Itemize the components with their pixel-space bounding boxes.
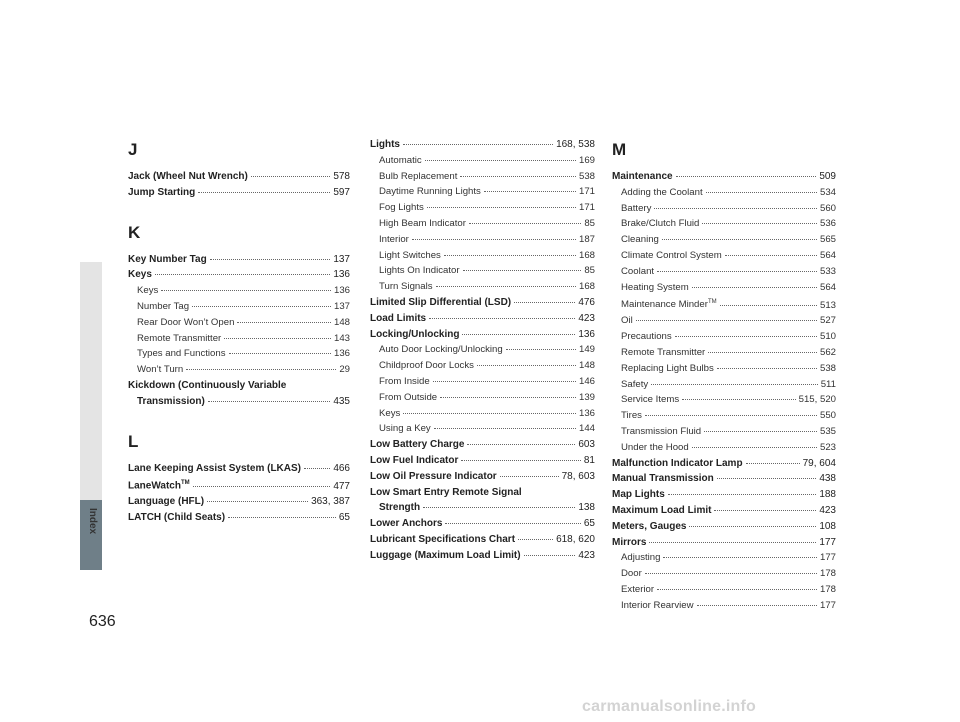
dot-leader xyxy=(463,270,582,271)
entry-term: Malfunction Indicator Lamp xyxy=(612,457,743,469)
entry-term: Rear Door Won’t Open xyxy=(137,316,235,328)
index-subentry[interactable] xyxy=(128,283,350,299)
dot-leader xyxy=(524,555,576,556)
dot-leader xyxy=(697,605,817,606)
entry-term: Interior Rearview xyxy=(621,599,694,611)
entry-term: Transmission) xyxy=(137,395,205,407)
entry-term: Types and Functions xyxy=(137,348,226,360)
entry-page: 527 xyxy=(819,315,836,327)
dot-leader xyxy=(445,523,580,524)
entry-term: Adjusting xyxy=(621,552,661,564)
entry-page: 168 xyxy=(578,249,595,261)
entry-term: Jump Starting xyxy=(128,186,196,198)
dot-leader xyxy=(186,369,336,370)
dot-leader xyxy=(645,415,817,416)
entry-term: Luggage (Maximum Load Limit) xyxy=(370,549,521,561)
entry-term: LATCH (Child Seats) xyxy=(128,512,226,524)
index-subentry[interactable] xyxy=(612,329,836,345)
index-entry[interactable] xyxy=(612,535,836,551)
dot-leader xyxy=(682,399,796,400)
index-subentry[interactable] xyxy=(370,358,595,374)
entry-term: Lights On Indicator xyxy=(379,265,460,277)
dot-leader xyxy=(663,557,817,558)
index-entry[interactable] xyxy=(612,503,836,519)
dot-leader xyxy=(676,176,817,177)
index-entry[interactable] xyxy=(612,487,836,503)
entry-page: 435 xyxy=(333,395,350,407)
entry-term: Maximum Load Limit xyxy=(612,504,712,516)
index-subentry[interactable] xyxy=(128,315,350,331)
entry-page: 136 xyxy=(333,285,350,297)
entry-page: 513 xyxy=(819,299,836,311)
entry-term: Interior xyxy=(379,233,409,245)
section-letter: K xyxy=(128,222,141,242)
entry-page: 560 xyxy=(819,202,836,214)
index-subentry[interactable] xyxy=(370,263,595,279)
entry-page: 535 xyxy=(819,425,836,437)
dot-leader xyxy=(706,192,817,193)
index-subentry[interactable] xyxy=(612,232,836,248)
entry-page: 533 xyxy=(819,265,836,277)
index-subentry[interactable] xyxy=(612,280,836,296)
entry-term: Daytime Running Lights xyxy=(379,186,481,198)
index-entry[interactable] xyxy=(370,532,595,548)
entry-term: Lights xyxy=(370,139,400,150)
entry-page: 169 xyxy=(578,154,595,166)
dot-leader xyxy=(423,507,575,508)
trademark-mark: TM xyxy=(707,299,717,306)
entry-page: 139 xyxy=(578,391,595,403)
index-subentry[interactable] xyxy=(612,550,836,566)
dot-leader xyxy=(429,318,575,319)
entry-term: Adding the Coolant xyxy=(621,186,703,198)
index-subentry[interactable] xyxy=(370,169,595,185)
index-subentry[interactable] xyxy=(612,201,836,217)
entry-term: Automatic xyxy=(379,154,422,166)
entry-term: Brake/Clutch Fluid xyxy=(621,218,700,230)
entry-term: Won’t Turn xyxy=(137,364,184,376)
entry-term: Lane Keeping Assist System (LKAS) xyxy=(128,462,302,474)
dot-leader xyxy=(514,302,575,303)
dot-leader xyxy=(477,365,576,366)
entry-term: From Outside xyxy=(379,391,438,403)
entry-page: 618, 620 xyxy=(556,533,595,545)
entry-term: Low Oil Pressure Indicator xyxy=(370,470,497,482)
index-subentry[interactable] xyxy=(612,392,836,408)
index-subentry[interactable] xyxy=(128,331,350,347)
dot-leader xyxy=(484,191,576,192)
dot-leader xyxy=(518,539,553,540)
entry-page: 509 xyxy=(819,171,836,182)
dot-leader xyxy=(412,239,576,240)
entry-page: 85 xyxy=(584,217,595,229)
index-subentry[interactable] xyxy=(128,346,350,362)
index-subentry[interactable] xyxy=(370,390,595,406)
entry-page: 466 xyxy=(333,462,350,474)
entry-page: 78, 603 xyxy=(561,470,595,482)
index-entry-heading: Kickdown (Continuously Variable xyxy=(128,379,287,391)
entry-page: 578 xyxy=(333,171,350,182)
entry-term: Under the Hood xyxy=(621,441,689,453)
entry-page: 136 xyxy=(578,407,595,419)
dot-leader xyxy=(714,510,816,511)
index-entry[interactable] xyxy=(370,516,595,532)
entry-page: 603 xyxy=(578,439,595,451)
entry-term: Service Items xyxy=(621,394,680,406)
index-entry[interactable] xyxy=(370,548,595,564)
entry-page: 534 xyxy=(819,186,836,198)
entry-term: Remote Transmitter xyxy=(137,332,222,344)
dot-leader xyxy=(708,352,817,353)
index-subentry[interactable] xyxy=(612,248,836,264)
entry-page: 423 xyxy=(819,504,836,516)
dot-leader xyxy=(469,223,581,224)
dot-leader xyxy=(436,286,576,287)
dot-leader xyxy=(192,306,331,307)
entry-term: Lower Anchors xyxy=(370,518,443,530)
dot-leader xyxy=(207,501,308,502)
entry-term: Coolant xyxy=(621,265,655,277)
entry-page: 423 xyxy=(578,549,595,561)
entry-term: Fog Lights xyxy=(379,202,424,214)
index-subentry[interactable] xyxy=(370,374,595,390)
dot-leader xyxy=(467,444,575,445)
entry-page: 177 xyxy=(819,599,836,611)
index-subentry[interactable] xyxy=(612,377,836,393)
entry-term: Mirrors xyxy=(612,536,647,548)
index-entry[interactable] xyxy=(370,327,595,343)
dot-leader xyxy=(689,526,816,527)
index-entry[interactable] xyxy=(612,456,836,472)
entry-page: 148 xyxy=(333,316,350,328)
entry-term: Door xyxy=(621,568,642,580)
dot-leader xyxy=(668,494,817,495)
dot-leader xyxy=(717,478,817,479)
dot-leader xyxy=(651,384,818,385)
index-subentry[interactable] xyxy=(612,361,836,377)
index-subentry[interactable] xyxy=(612,408,836,424)
index-subentry[interactable] xyxy=(612,566,836,582)
page-number: 636 xyxy=(89,613,116,630)
dot-leader xyxy=(403,413,576,414)
entry-term: Low Fuel Indicator xyxy=(370,454,459,466)
dot-leader xyxy=(460,176,576,177)
entry-term: Number Tag xyxy=(137,300,190,312)
entry-term: Load Limits xyxy=(370,312,427,324)
entry-page: 536 xyxy=(819,218,836,230)
dot-leader xyxy=(229,353,331,354)
entry-term: Jack (Wheel Nut Wrench) xyxy=(128,171,248,182)
entry-term: Keys xyxy=(379,407,401,419)
index-subentry[interactable] xyxy=(370,342,595,358)
index-entry[interactable] xyxy=(128,510,350,526)
index-column-2 xyxy=(370,137,595,564)
index-subentry[interactable] xyxy=(612,185,836,201)
entry-term: From Inside xyxy=(379,375,430,387)
index-entry-heading: Low Smart Entry Remote Signal xyxy=(370,486,522,498)
entry-page: 511 xyxy=(820,378,836,390)
index-entry[interactable] xyxy=(370,295,595,311)
dot-leader xyxy=(440,397,576,398)
entry-page: 136 xyxy=(578,328,595,340)
dot-leader xyxy=(692,287,817,288)
index-subentry[interactable] xyxy=(370,184,595,200)
index-subentry[interactable] xyxy=(612,264,836,280)
dot-leader xyxy=(198,192,330,193)
entry-page: 178 xyxy=(819,568,836,580)
entry-page: 171 xyxy=(578,202,595,214)
entry-term: Climate Control System xyxy=(621,249,722,261)
section-letter: M xyxy=(612,140,627,159)
entry-page: 423 xyxy=(578,312,595,324)
entry-page: 177 xyxy=(819,552,836,564)
entry-term: Exterior xyxy=(621,583,655,595)
entry-page: 363, 387 xyxy=(311,496,350,508)
entry-term: Oil xyxy=(621,315,633,327)
entry-page: 108 xyxy=(819,520,836,532)
side-tab-label: Index xyxy=(87,508,98,535)
index-subentry[interactable] xyxy=(612,424,836,440)
dot-leader xyxy=(704,431,817,432)
entry-term: Using a Key xyxy=(379,423,431,435)
entry-term: Transmission Fluid xyxy=(621,425,702,437)
entry-page: 143 xyxy=(333,332,350,344)
dot-leader xyxy=(155,274,330,275)
index-entry[interactable] xyxy=(128,252,350,268)
entry-term: Maintenance xyxy=(612,171,673,182)
dot-leader xyxy=(746,463,800,464)
entry-page: 136 xyxy=(333,269,350,281)
dot-leader xyxy=(228,517,336,518)
entry-term: Cleaning xyxy=(621,234,659,246)
dot-leader xyxy=(403,144,553,145)
entry-term: Locking/Unlocking xyxy=(370,328,460,340)
entry-page: 171 xyxy=(578,186,595,198)
index-subentry[interactable] xyxy=(370,153,595,169)
entry-page: 65 xyxy=(583,518,595,530)
index-entry[interactable] xyxy=(612,471,836,487)
index-entry[interactable] xyxy=(370,437,595,453)
index-entry[interactable] xyxy=(128,494,350,510)
entry-page: 148 xyxy=(578,360,595,372)
index-subentry[interactable] xyxy=(612,345,836,361)
index-entry[interactable] xyxy=(128,267,350,283)
index-subentry[interactable] xyxy=(612,313,836,329)
dot-leader xyxy=(636,320,817,321)
entry-page: 477 xyxy=(333,480,350,492)
index-subentry[interactable] xyxy=(612,440,836,456)
entry-term: Language (HFL) xyxy=(128,496,205,508)
index-entry[interactable] xyxy=(370,311,595,327)
index-column-3 xyxy=(612,140,836,614)
entry-page: 85 xyxy=(584,265,595,277)
entry-term: Turn Signals xyxy=(379,281,433,293)
entry-term: Precautions xyxy=(621,331,672,343)
index-subentry[interactable] xyxy=(128,362,350,378)
entry-page: 136 xyxy=(333,348,350,360)
entry-term: Heating System xyxy=(621,281,689,293)
index-entry[interactable] xyxy=(128,394,350,410)
dot-leader xyxy=(506,349,576,350)
entry-term: Meters, Gauges xyxy=(612,520,687,532)
dot-leader xyxy=(649,542,816,543)
dot-leader xyxy=(657,271,817,272)
index-subentry[interactable] xyxy=(370,406,595,422)
index-subentry[interactable] xyxy=(370,200,595,216)
index-subentry[interactable] xyxy=(612,295,836,313)
dot-leader xyxy=(500,476,559,477)
entry-page: 438 xyxy=(819,473,836,485)
dot-leader xyxy=(654,208,817,209)
index-entry[interactable] xyxy=(128,185,350,201)
entry-term: Childproof Door Locks xyxy=(379,360,474,372)
entry-term: Tires xyxy=(621,410,642,422)
index-subentry[interactable] xyxy=(370,216,595,232)
entry-page: 177 xyxy=(819,536,836,548)
entry-page: 149 xyxy=(578,344,595,356)
dot-leader xyxy=(662,239,817,240)
dot-leader xyxy=(692,447,817,448)
entry-term: Remote Transmitter xyxy=(621,346,706,358)
entry-page: 515, 520 xyxy=(798,394,836,406)
dot-leader xyxy=(434,428,576,429)
entry-page: 565 xyxy=(819,234,836,246)
dot-leader xyxy=(224,338,331,339)
dot-leader xyxy=(210,259,331,260)
entry-page: 597 xyxy=(333,186,350,198)
dot-leader xyxy=(433,381,576,382)
entry-page: 476 xyxy=(578,296,595,308)
index-subentry[interactable] xyxy=(612,216,836,232)
dot-leader xyxy=(237,322,331,323)
entry-page: 168 xyxy=(578,281,595,293)
index-subentry[interactable] xyxy=(612,582,836,598)
entry-term: Keys xyxy=(137,285,159,297)
dot-leader xyxy=(717,368,817,369)
dot-leader xyxy=(161,290,331,291)
entry-page: 138 xyxy=(578,502,595,514)
dot-leader xyxy=(720,305,817,306)
entry-term: Bulb Replacement xyxy=(379,170,458,182)
entry-page: 79, 604 xyxy=(802,457,836,469)
entry-page: 65 xyxy=(338,512,350,524)
entry-page: 188 xyxy=(819,489,836,501)
dot-leader xyxy=(208,401,331,402)
entry-page: 146 xyxy=(578,375,595,387)
entry-page: 538 xyxy=(578,170,595,182)
entry-term: Key Number Tag xyxy=(128,253,207,265)
entry-term: Safety xyxy=(621,378,649,390)
index-subentry[interactable] xyxy=(612,598,836,614)
entry-term: Light Switches xyxy=(379,249,441,261)
entry-page: 168, 538 xyxy=(556,139,595,150)
entry-term: Battery xyxy=(621,202,652,214)
entry-page: 538 xyxy=(819,362,836,374)
dot-leader xyxy=(725,255,817,256)
dot-leader xyxy=(425,160,576,161)
index-entry[interactable] xyxy=(370,500,595,516)
section-letter: L xyxy=(128,431,139,451)
index-entry[interactable] xyxy=(128,169,350,185)
entry-page: 187 xyxy=(578,233,595,245)
entry-page: 550 xyxy=(819,410,836,422)
entry-page: 81 xyxy=(583,454,595,466)
index-subentry[interactable] xyxy=(370,279,595,295)
entry-page: 178 xyxy=(819,583,836,595)
index-entry[interactable] xyxy=(612,519,836,535)
entry-term: Lubricant Specifications Chart xyxy=(370,533,516,545)
entry-term: Low Battery Charge xyxy=(370,439,465,451)
watermark: carmanualsonline.info xyxy=(582,698,757,715)
dot-leader xyxy=(304,468,330,469)
trademark-mark: TM xyxy=(180,480,190,487)
index-entry[interactable] xyxy=(612,169,836,185)
entry-term: Keys xyxy=(128,269,152,281)
index-subentry[interactable] xyxy=(370,232,595,248)
entry-page: 562 xyxy=(819,346,836,358)
entry-term: Manual Transmission xyxy=(612,473,714,485)
section-letter: J xyxy=(128,140,138,159)
index-subentry[interactable] xyxy=(370,248,595,264)
entry-term: Auto Door Locking/Unlocking xyxy=(379,344,503,356)
index-entry[interactable] xyxy=(370,469,595,485)
dot-leader xyxy=(427,207,576,208)
index-entry[interactable] xyxy=(128,476,350,494)
entry-term: Replacing Light Bulbs xyxy=(621,362,714,374)
index-subentry[interactable] xyxy=(128,299,350,315)
entry-page: 29 xyxy=(339,364,350,376)
index-subentry[interactable] xyxy=(370,421,595,437)
dot-leader xyxy=(645,573,817,574)
dot-leader xyxy=(702,223,817,224)
entry-term: Maintenance Minder™ xyxy=(621,299,717,311)
dot-leader xyxy=(657,589,817,590)
index-entry[interactable] xyxy=(370,453,595,469)
dot-leader xyxy=(193,486,331,487)
entry-page: 137 xyxy=(333,253,350,265)
index-entry[interactable] xyxy=(128,461,350,477)
entry-term: High Beam Indicator xyxy=(379,217,466,229)
entry-page: 510 xyxy=(819,331,836,343)
entry-term: Limited Slip Differential (LSD) xyxy=(370,296,512,308)
dot-leader xyxy=(675,336,817,337)
entry-page: 137 xyxy=(333,300,350,312)
dot-leader xyxy=(251,176,330,177)
entry-page: 144 xyxy=(578,423,595,435)
entry-page: 523 xyxy=(819,441,836,453)
dot-leader xyxy=(462,334,575,335)
dot-leader xyxy=(444,255,576,256)
index-column-1 xyxy=(128,140,350,526)
dot-leader xyxy=(461,460,581,461)
entry-term: Strength xyxy=(379,502,421,514)
entry-page: 564 xyxy=(819,281,836,293)
index-entry[interactable] xyxy=(370,137,595,153)
entry-page: 564 xyxy=(819,249,836,261)
entry-term: Map Lights xyxy=(612,489,665,501)
entry-term: LaneWatch™ xyxy=(128,480,190,492)
